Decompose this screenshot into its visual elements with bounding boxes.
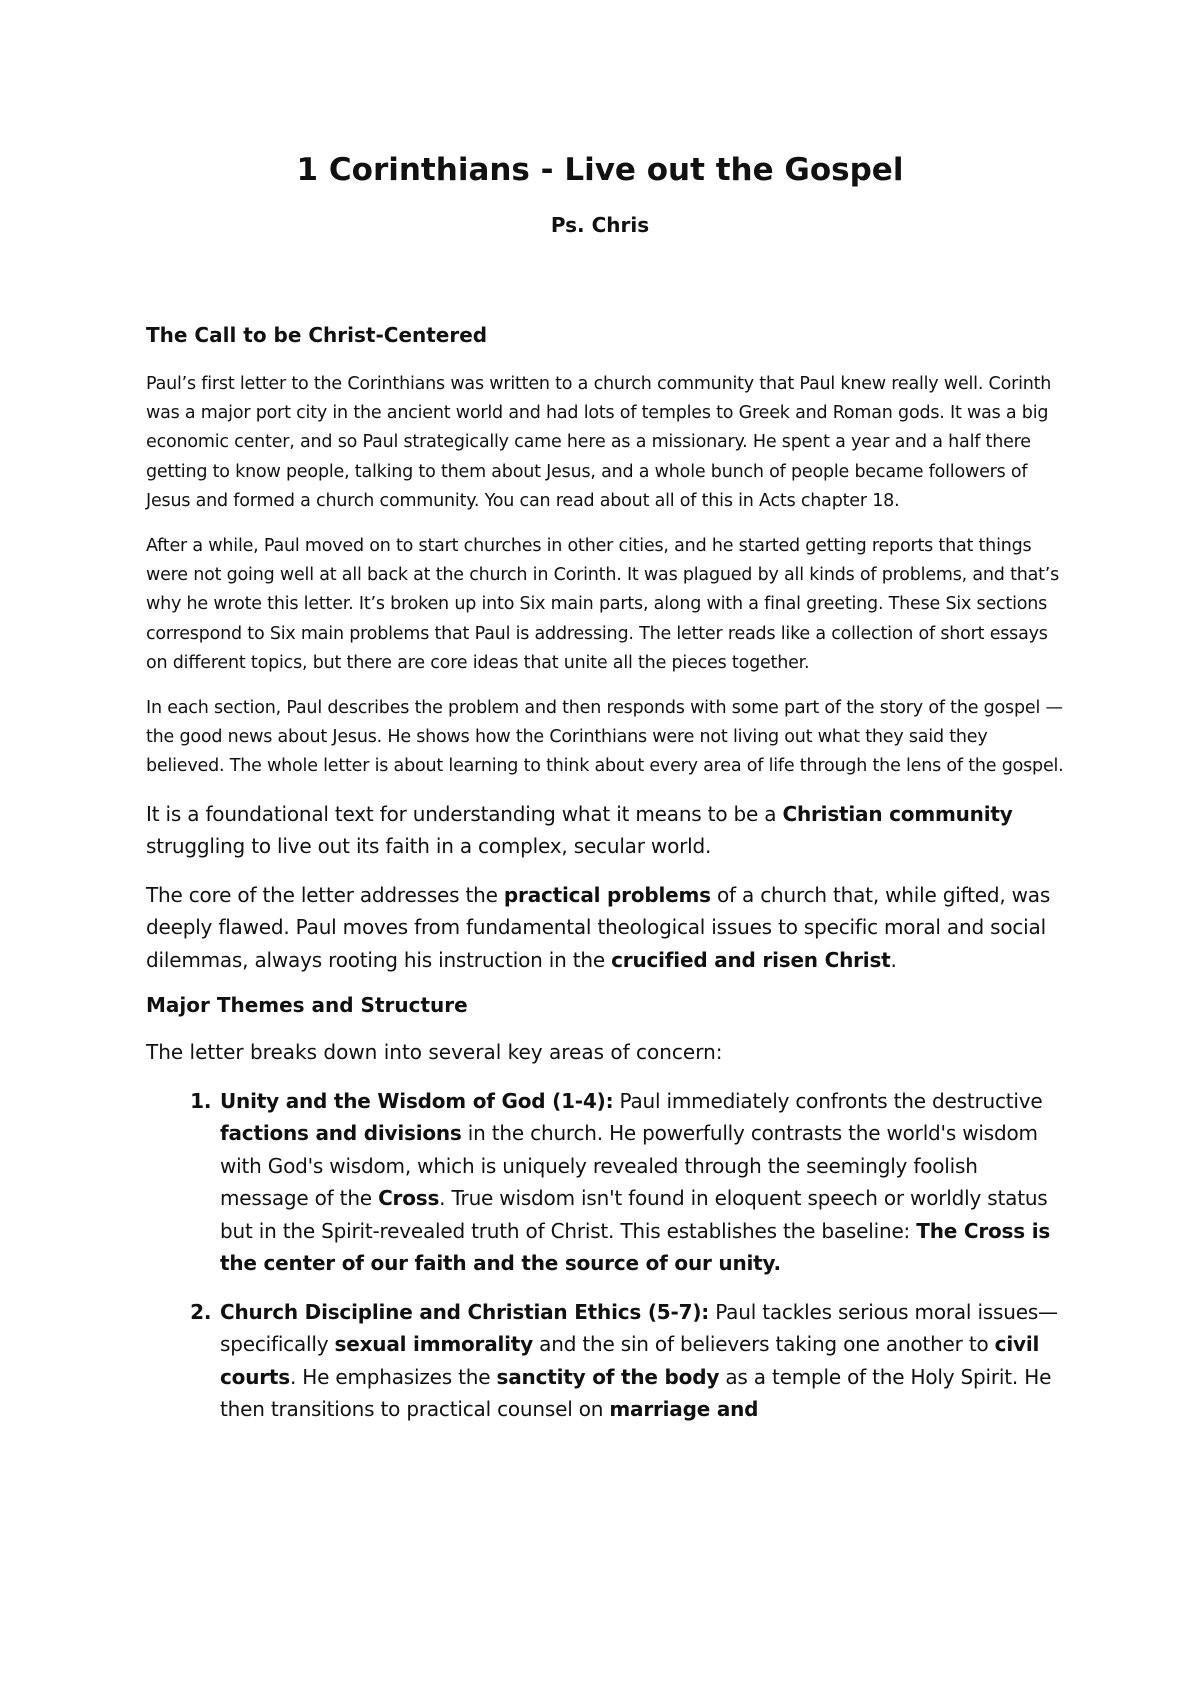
text-run: The core of the letter addresses the <box>146 882 504 907</box>
bold-run: crucified and risen Christ <box>611 947 891 972</box>
document-body <box>146 322 1066 1442</box>
text-run: . <box>890 947 897 972</box>
bold-run: Unity and the Wisdom of God (1-4): <box>220 1088 614 1113</box>
paragraph-intro: Paul’s first letter to the Corinthians was written to a church community that Paul knew really well. Corinth was a major port city in the ancient world and had lots of temples to Greek and Roman gods. It was a big economic center, and so Paul strategically came here as a missionary. He spent a year and a half there getting to know people, talking to them about Jesus, and a whole bunch of people became followers of Jesus and formed a church community. You can read about all of this in Acts chapter 18. <box>146 374 1052 511</box>
text-run: and the sin of believers taking one another to <box>533 1332 995 1357</box>
bold-run: Church Discipline and Christian Ethics (5-7): <box>220 1299 710 1324</box>
bold-run: practical problems <box>503 882 711 907</box>
bold-run: civil courts <box>220 1332 1040 1389</box>
paragraph-themes-intro: The letter breaks down into several key areas of concern: <box>146 1040 723 1065</box>
bold-run: sexual immorality <box>334 1332 533 1357</box>
document-author: Ps. Chris <box>550 213 650 237</box>
themes-list <box>146 1085 1066 1426</box>
text-run: of a church that, while gifted, was deeply flawed. Paul moves from fundamental theological issues to specific moral and social dilemmas, always rooting his instruction in the <box>146 882 1051 972</box>
section-heading-christ-centered: The Call to be Christ-Centered <box>146 323 488 347</box>
paragraph-sections: In each section, Paul describes the problem and then responds with some part of the story of the gospel — the good news about Jesus. He shows how the Corinthians were not living out what they said they believed. The whole letter is about learning to think about every area of life through the lens of the gospel. <box>146 698 1064 777</box>
section-heading-major-themes: Major Themes and Structure <box>146 993 468 1018</box>
bold-run: marriage and <box>609 1397 759 1422</box>
list-item <box>218 1085 1066 1280</box>
paragraph-core <box>146 879 1066 977</box>
text-run: . True wisdom isn't found in eloquent speech or worldly status but in the Spirit-revealed truth of Christ. This establishes the baseline: <box>220 1186 1048 1243</box>
list-item <box>218 1296 1066 1426</box>
text-run: Paul immediately confronts the destructive <box>613 1088 1043 1113</box>
paragraph-reports: After a while, Paul moved on to start churches in other cities, and he started getting reports that things were not going well at all back at the church in Corinth. It was plagued by all kinds of problems, and that’s why he wrote this letter. It’s broken up into Six main parts, along with a final greeting. These Six sections correspond to Six main problems that Paul is addressing. The letter reads like a collection of short essays on different topics, but there are core ideas that unite all the pieces together. <box>146 536 1060 673</box>
bold-run: Christian community <box>782 801 1013 826</box>
text-run: It is a foundational text for understanding what it means to be a <box>146 801 783 826</box>
text-run: as a temple of the Holy Spirit. He then transitions to practical counsel on <box>220 1364 1052 1422</box>
paragraph-foundational <box>146 798 1066 863</box>
bold-run: factions and divisions <box>220 1121 462 1146</box>
text-run: struggling to live out its faith in a complex, secular world. <box>146 834 712 859</box>
bold-run: The Cross is the center of our faith and the source of our unity. <box>220 1218 1051 1276</box>
document-title: 1 Corinthians - Live out the Gospel <box>296 152 904 188</box>
text-run: Paul tackles serious moral issues—specifically <box>220 1299 1058 1357</box>
bold-run: Cross <box>378 1186 440 1211</box>
text-run: in the church. He powerfully contrasts the world's wisdom with God's wisdom, which is uniquely revealed through the seemingly foolish message of the <box>220 1121 1038 1211</box>
text-run: . He emphasizes the <box>289 1364 497 1389</box>
bold-run: sanctity of the body <box>496 1364 720 1389</box>
